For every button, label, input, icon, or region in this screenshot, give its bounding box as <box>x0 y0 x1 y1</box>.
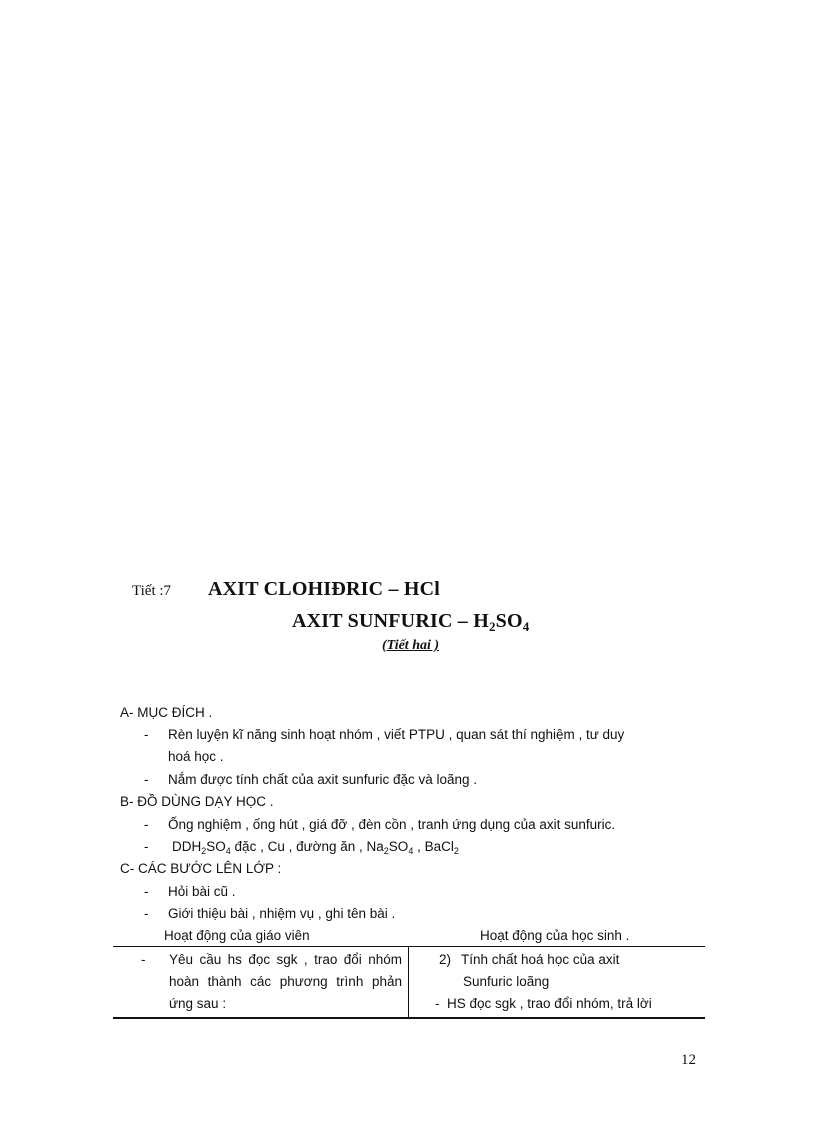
bullet-dash: - <box>141 952 146 967</box>
section-b-item-2: $DDH_2SO_4$ đặc , Cu , đường ăn , $Na_2SO_4$ , BaCl$_2$ <box>172 839 459 856</box>
bullet-dash: - <box>144 884 149 899</box>
lesson-label: Tiết :7 <box>132 583 172 599</box>
teacher-activity-text: Yêu cầu hs đọc sgk , trao đổi nhóm hoàn thành các phương trình phản ứng sau : <box>169 952 402 1011</box>
teacher-column-header: Hoạt động của giáo viên <box>164 928 310 943</box>
table-row <box>113 947 705 1019</box>
section-c-item-2: Giới thiệu bài , nhiệm vụ , ghi tên bài . <box>168 906 396 921</box>
section-c-item-1: Hỏi bài cũ . <box>168 884 236 899</box>
page-number: 12 <box>681 1052 696 1068</box>
bullet-dash: - <box>144 727 149 742</box>
student-activity-cell <box>409 947 706 1019</box>
teacher-activity-cell <box>113 947 409 1019</box>
section-a-item-1: Rèn luyện kĩ năng sinh hoạt nhóm , viết PTPU , quan sát thí nghiệm , tư duy <box>168 727 625 742</box>
student-activity-heading-cont: Sunfuric loãng <box>463 974 550 989</box>
student-column-header: Hoạt động của học sinh . <box>480 928 630 943</box>
student-activity-heading: 2) Tính chất hoá học của axit <box>439 952 620 967</box>
section-b-item-1: Ống nghiệm , ống hút , giá đỡ , đèn cồn , tranh ứng dụng của axit sunfuric. <box>168 817 616 832</box>
title-line-1: AXIT CLOHIĐRIC – HCl <box>208 578 440 600</box>
subtitle: (Tiết hai ) <box>382 638 440 653</box>
bullet-dash: - <box>144 839 149 854</box>
section-a-item-1-cont: hoá học . <box>168 749 224 764</box>
section-a-heading: A- MỤC ĐÍCH . <box>120 705 213 720</box>
bullet-dash: - <box>144 817 149 832</box>
section-c-heading: C- CÁC BƯỚC LÊN LỚP : <box>120 861 282 876</box>
student-activity-item: - HS đọc sgk , trao đổi nhóm, trả lời <box>435 996 652 1011</box>
section-b-heading: B- ĐỒ DÙNG DẠY HỌC . <box>120 794 274 809</box>
bullet-dash: - <box>144 906 149 921</box>
bullet-dash: - <box>144 772 149 787</box>
section-a-item-2: Nắm được tính chất của axit sunfuric đặc và loãng . <box>168 772 478 787</box>
activity-table <box>113 946 705 1019</box>
title-line-2: AXIT SUNFURIC – $H_2SO_4$ <box>292 610 530 634</box>
